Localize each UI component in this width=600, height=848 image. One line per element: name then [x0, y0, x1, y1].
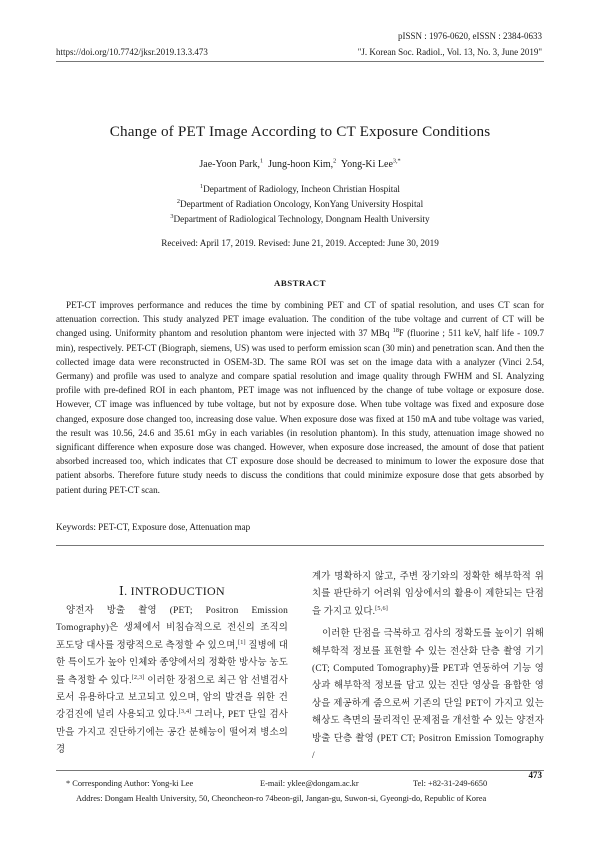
paper-title: Change of PET Image According to CT Exposure Conditions [109, 123, 491, 140]
corresponding-author: * Corresponding Author: Yong-ki Lee [66, 779, 194, 788]
author-address: Addres: Dongam Health University, 50, Cheoncheon-ro 74beon-gil, Jangan-gu, Suwon-si, Gyeongi-do, Republic of Korea [76, 794, 487, 803]
author-affil-mark: 1 [260, 157, 264, 165]
author-name: Jae-Yoon Park, [199, 159, 261, 170]
author-list [0, 159, 600, 170]
doi-link[interactable]: https://doi.org/10.7742/jksr.2019.13.3.473 [56, 47, 208, 57]
affiliation-list [0, 182, 600, 226]
author-affil-mark: 3,* [392, 157, 401, 165]
body-paragraph: 양전자 방출 촬영 (PET; Positron Emission Tomography)은 생체에서 비침습적으로 전신의 조직의 포도당 대사를 정량적으로 측정할 수 있으며,[1] 질병에 대한 특이도가 높아 인체와 종양에서의 정확한 방사능 농도를 측정할 수 있다.[2,3] 이러한 장점으로 최근 암 선별검사로서 유용하다고 보고되고 있으며, 암의 발견을 위한 건강검진에 널리 사용되고 있다.[3,4] 그러나, PET 단일 검사만을 가지고 진단하기에는 공간 분해능이 떨어져 병소의 경 [56, 606, 288, 756]
abstract-heading: ABSTRACT [274, 278, 326, 288]
header-divider [56, 61, 544, 62]
submission-dates: Received: April 17, 2019. Revised: June 21, 2019. Accepted: June 30, 2019 [161, 238, 439, 248]
author-name: Jung-hoon Kim, [268, 159, 334, 170]
body-paragraph: 이러한 단점을 극복하고 검사의 정확도를 높이기 위해 해부학적 정보를 표현할 수 있는 전산화 단층 촬영 기기 (CT; Computed Tomography)를 PET과 연동하여 기능 영상과 해부학적 정보를 담고 있는 진단 영상을 융합한 영상을 제공하게 줌으로써 기존의 단일 PET이 가지고 있는 해상도 측면의 물리적인 문제점을 개선할 수 있는 양전자 방출 단층 촬영 (PET CT; Positron Emission Tomography / [312, 629, 544, 762]
author-affil-mark: 2 [333, 157, 337, 165]
body-column-right [312, 569, 544, 765]
footnote-divider [56, 770, 544, 771]
author-phone: Tel: +82-31-249-6650 [413, 779, 488, 788]
abstract-divider [56, 545, 544, 546]
affiliation: $^1$Department of Radiology, Incheon Christian Hospital [200, 182, 400, 194]
body-paragraph: 계가 명확하지 않고, 주변 장기와의 정확한 해부학적 위치를 판단하기 어려워 임상에서의 활용이 제한되는 단점을 가지고 있다.[5,6] [312, 572, 544, 617]
author-email[interactable]: E-mail: yklee@dongam.ac.kr [260, 779, 359, 788]
journal-citation: "J. Korean Soc. Radiol., Vol. 13, No. 3, June 2019" [357, 47, 542, 57]
section-heading: Ⅰ. INTRODUCTION [119, 584, 225, 598]
abstract-body: PET-CT improves performance and reduces the time by combining PET and CT of spatial resolution, and uses CT scan for attenuation correction. This study analyzed PET image evaluation. The condition of the tube voltage and current of CT will be changed using. Uniformity phantom and resolution phantom were injected with 37 MBq $^{18}$F (fluorine ; 511 keV, half life - 109.7 min), respectively. PET-CT (Biograph, siemens, US) was used to perform emission scan (30 min) and penetration scan. And then the collected image data were reconstructed in OSEM-3D. The same ROI was set on the image data with a analyzer (Vinci 2.54, Germany) and profile was used to analyze and compare spatial resolution and image quality through FWHM and SI. Analyzing profile with pre-defined ROI in each phantom, PET image was not influenced by the change of tube voltage or exposure dose. However, CT image was influenced by tube voltage, but not by exposure dose. When tube voltage was fixed and exposure dose changed, exposure dose changed too, increasing dose value. When exposure dose was fixed at 150 mA and tube voltage was varied, the result was 10.56, 24.6 and 35.61 mGy in each variables (in resolution phantom). In this study, attenuation image showed no significant difference when exposure dose was changed. However, when exposure dose increased, the amount of dose that patient absorbed increased too, which indicates that CT exposure dose should be decreased to minimum to lower the exposure dose that patient absorbs. Therefore future study needs to discuss the conditions that could minimize exposure dose that gets absorbed by patient during PET-CT scan. [56, 300, 544, 495]
issn-line: pISSN : 1976-0620, eISSN : 2384-0633 [397, 31, 542, 41]
author-name: Yong-Ki Lee [340, 159, 393, 170]
body-column-left [56, 556, 288, 760]
affiliation: $^3$Department of Radiological Technology, Dongnam Health University [170, 212, 430, 224]
keywords: Keywords: PET-CT, Exposure dose, Attenuation map [56, 522, 251, 532]
page-number: 473 [528, 770, 542, 780]
affiliation: $^2$Department of Radiation Oncology, KonYang University Hospital [176, 197, 424, 209]
